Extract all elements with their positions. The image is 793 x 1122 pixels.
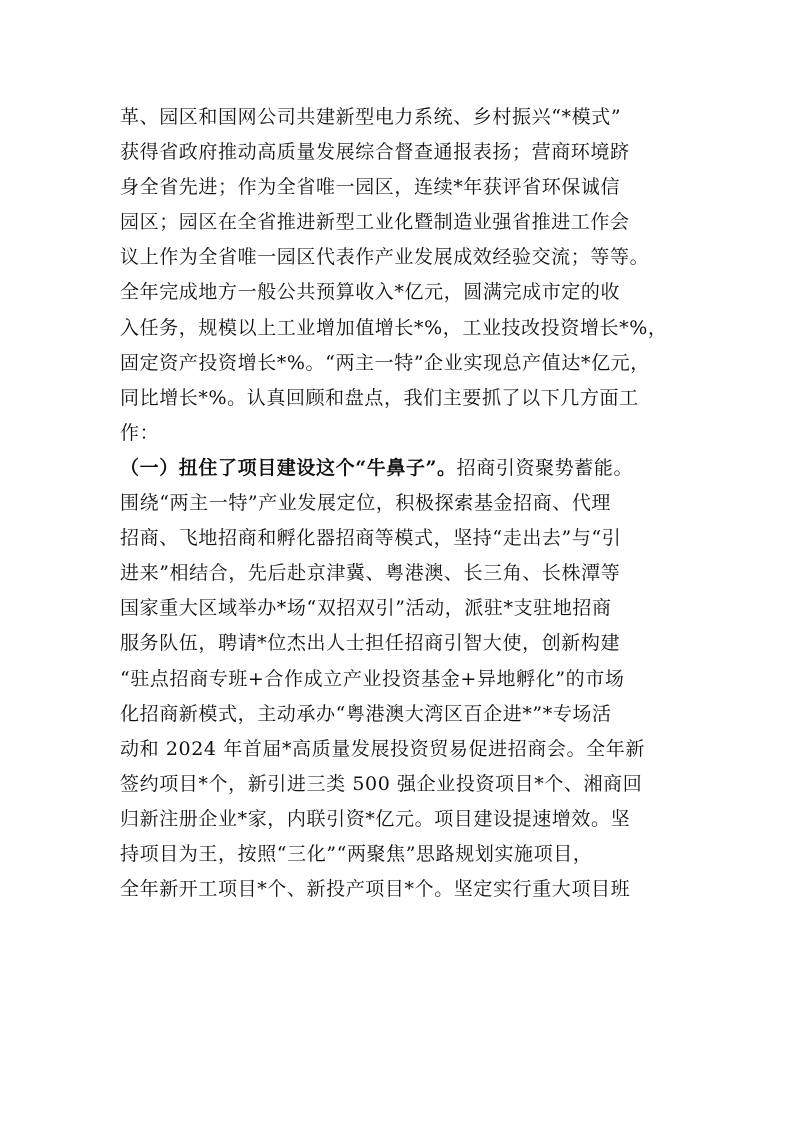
- text-line: 围绕“两主一特”产业发展定位，积极探索基金招商、代理: [120, 492, 612, 515]
- body-text: [120, 100, 680, 907]
- text-line: 园区；园区在全省推进新型工业化暨制造业强省推进工作会: [120, 211, 630, 234]
- text-line: 动和 2024 年首届*高质量发展投资贸易促进招商会。全年新: [120, 737, 645, 760]
- text-line: 议上作为全省唯一园区代表作产业发展成效经验交流；等等。: [120, 246, 650, 269]
- text-line: 服务队伍，聘请*位杰出人士担任招商引智大使，创新构建: [120, 632, 621, 655]
- text-line: 归新注册企业*家，内联引资*亿元。项目建设提速增效。坚: [120, 807, 631, 830]
- text-line: 签约项目*个，新引进三类 500 强企业投资项目*个、湘商回: [120, 772, 643, 795]
- text-line: 进来”相结合，先后赴京津冀、粤港澳、长三角、长株潭等: [120, 562, 621, 585]
- text-line: 国家重大区域举办*场“双招双引”活动，派驻*支驻地招商: [120, 597, 612, 620]
- text-line: 全年完成地方一般公共预算收入*亿元，圆满完成市定的收: [120, 281, 621, 304]
- text-line: 持项目为王，按照“三化”“两聚焦”思路规划实施项目，: [120, 842, 593, 865]
- text-line: 作：: [120, 421, 160, 444]
- text-line: 化招商新模式，主动承办“粤港澳大湾区百企进*”*专场活: [120, 702, 612, 725]
- text-line: 招商、飞地招商和孵化器招商等模式，坚持“走出去”与“引: [120, 527, 622, 550]
- section-heading-line: [120, 451, 680, 486]
- text-line: 全年新开工项目*个、新投产项目*个。坚定实行重大项目班: [120, 878, 631, 901]
- text-line: 入任务，规模以上工业增加值增长*%，工业技改投资增长*%，: [120, 316, 668, 339]
- text-line: 革、园区和国网公司共建新型电力系统、乡村振兴“*模式”: [120, 106, 622, 128]
- text-line: 同比增长*%。认真回顾和盘点，我们主要抓了以下几方面工: [120, 386, 639, 409]
- section-heading-rest: 招商引资聚势蓄能。: [456, 456, 634, 479]
- text-line: 固定资产投资增长*%。“两主一特”企业实现总产值达*亿元，: [120, 351, 650, 374]
- text-line: 身全省先进；作为全省唯一园区，连续*年获评省环保诚信: [120, 176, 621, 199]
- text-line: 获得省政府推动高质量发展综合督查通报表扬；营商环境跻: [120, 141, 630, 164]
- text-line: “驻点招商专班+合作成立产业投资基金+异地孵化”的市场: [120, 667, 625, 690]
- section-heading: （一）扭住了项目建设这个“牛鼻子”。: [120, 456, 457, 479]
